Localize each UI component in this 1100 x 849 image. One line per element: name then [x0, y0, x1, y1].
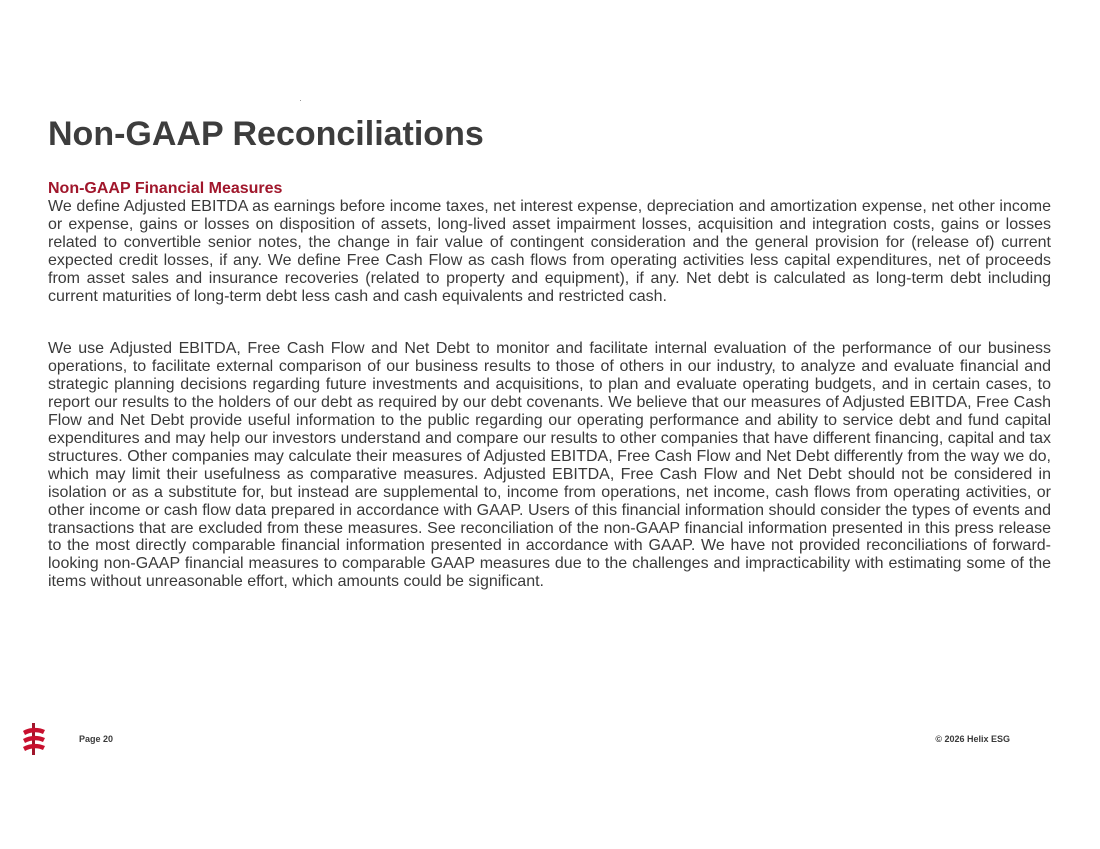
section-heading: Non-GAAP Financial Measures [48, 180, 283, 197]
paragraph-usage: We use Adjusted EBITDA, Free Cash Flow and Net Debt to monitor and facilitate internal evaluation of the performance of our business operations, to facilitate external comparison of our business results to those of others in our industry, to analyze and evaluate financial and strategic planning decisions regarding future investments and acquisitions, to plan and evaluate operating budgets, and in certain cases, to report our results to the holders of our debt as required by our debt covenants. We believe that our measures of Adjusted EBITDA, Free Cash Flow and Net Debt provide useful information to the public regarding our operating performance and ability to service debt and fund capital expenditures and may help our investors understand and compare our results to other companies that have different financing, capital and tax structures. Other companies may calculate their measures of Adjusted EBITDA, Free Cash Flow and Net Debt differently from the way we do, which may limit their usefulness as comparative measures. Adjusted EBITDA, Free Cash Flow and Net Debt should not be considered in isolation or as a substitute for, but instead are supplemental to, income from operations, net income, cash flows from operating activities, or other income or cash flow data prepared in accordance with GAAP. Users of this financial information should consider the types of events and transactions that are excluded from these measures. See reconciliation of the non-GAAP financial information presented in this press release to the most directly comparable financial information presented in accordance with GAAP. We have not provided reconciliations of forward-looking non-GAAP financial measures to comparable GAAP measures due to the challenges and impracticability with estimating some of the items without unreasonable effort, which amounts could be significant. [48, 340, 1051, 591]
footer-page-number: Page 20 [79, 734, 114, 744]
footer-copyright: © 2026 Helix ESG [935, 734, 1010, 744]
paragraph-definitions: We define Adjusted EBITDA as earnings before income taxes, net interest expense, depreciation and amortization expense, net other income or expense, gains or losses on disposition of assets, long-lived asset impairment losses, acquisition and integration costs, gains or losses related to convertible senior notes, the change in fair value of contingent consideration and the general provision for (release of) current expected credit losses, if any. We define Free Cash Flow as cash flows from operating activities less capital expenditures, net of proceeds from asset sales and insurance recoveries (related to property and equipment), if any. Net debt is calculated as long-term debt including current maturities of long-term debt less cash and cash equivalents and restricted cash. [48, 198, 1051, 305]
page-title: Non-GAAP Reconciliations [48, 115, 484, 153]
stray-dot [300, 100, 301, 101]
content-body [48, 180, 1051, 591]
helix-logo-icon [21, 723, 47, 755]
